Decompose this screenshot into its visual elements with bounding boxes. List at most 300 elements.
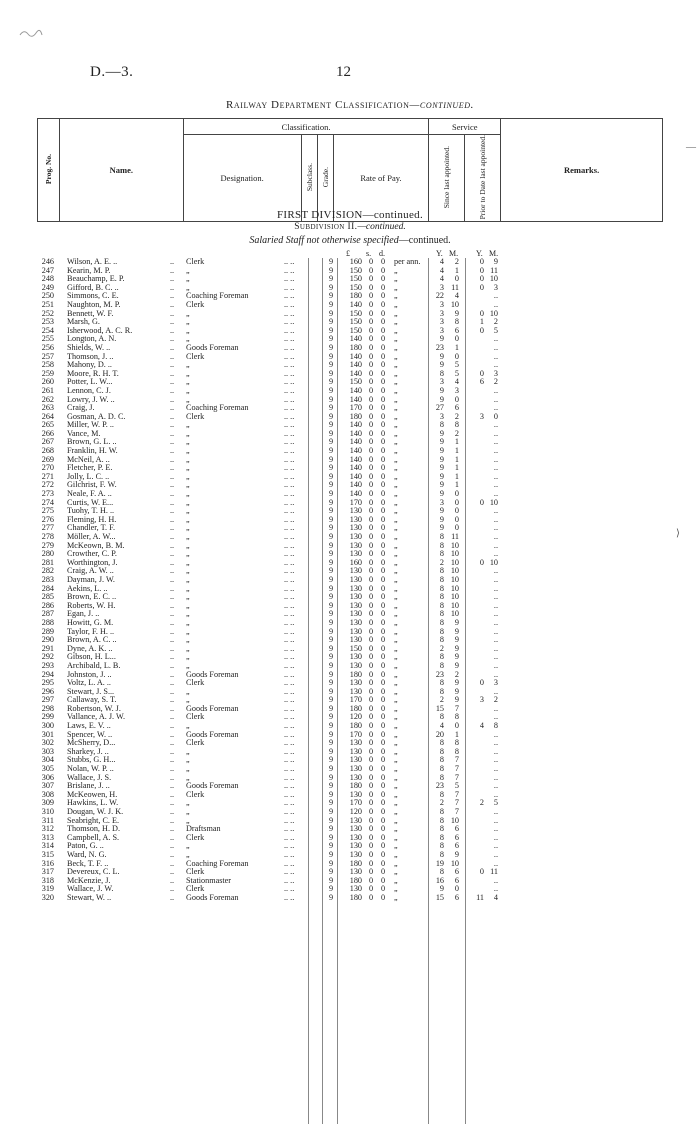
prog-no-cell: 313 [41,832,54,842]
name-cell: Brislane, J. .. [67,781,110,791]
designation-cell: Goods Foreman [186,342,239,352]
leader-dots: .. [170,437,175,447]
name-cell: Fletcher, P. E. [67,463,113,473]
pay-pence-cell: 0 [380,557,386,567]
pay-shillings-cell: 0 [368,274,374,284]
since-years-cell: 3 [439,411,444,421]
leader-dots: .. [170,626,175,636]
staff-label: Salaried Staff not otherwise specified [249,235,399,246]
since-years-cell: 8 [439,652,444,662]
prior-months-cell: .. [493,351,498,361]
leader-dots: .. [170,480,175,490]
rate-of-pay-header: Rate of Pay. [333,135,429,222]
since-months-cell: 9 [454,308,459,318]
pay-pounds-cell: 130 [349,686,362,696]
name-cell: McKeowen, H. [67,789,118,799]
pay-period-cell: „ [394,669,398,679]
designation-cell: „ [186,334,190,344]
pay-pounds-cell: 150 [349,377,362,387]
leader-dots: .. [170,807,175,816]
leader-dots: .. [170,471,175,481]
prog-no-cell: 278 [41,532,54,541]
grade-cell: 9 [328,385,334,395]
leader-dots: .. .. [284,746,295,756]
pay-pounds-cell: 130 [349,772,362,782]
prog-no-cell: 300 [41,721,54,731]
pay-period-cell: „ [394,403,398,413]
prog-no-cell: 254 [41,325,54,335]
name-cell: Hawkins, L. W. [67,798,119,808]
leader-dots: .. [170,566,175,576]
pay-pounds-cell: 130 [349,592,362,602]
pay-shillings-cell: 0 [368,669,374,679]
pay-pence-cell: 0 [380,738,386,748]
name-cell: Isherwood, A. C. R. [67,325,133,335]
designation-cell: „ [186,764,190,774]
unit-years-since: Y. [436,249,443,258]
prog-no-cell: 308 [41,789,54,799]
grade-cell: 9 [328,695,334,705]
pay-period-cell: „ [394,506,398,516]
pay-pounds-cell: 180 [349,291,362,301]
grade-cell: 9 [328,789,334,799]
since-months-cell: 4 [454,291,459,301]
name-cell: Brown, G. L. .. [67,437,117,447]
name-cell: Craig, A. W. .. [67,566,114,576]
name-cell: Longton, A. N. [67,334,117,344]
pay-pounds-cell: 180 [349,411,362,421]
since-years-cell: 2 [439,643,444,653]
pay-shillings-cell: 0 [368,342,374,352]
grade-cell: 9 [328,549,334,559]
leader-dots: .. [170,446,175,456]
since-months-cell: 7 [454,789,459,799]
pay-period-cell: „ [394,334,398,344]
prior-years-cell: 0 [479,265,484,275]
pay-pounds-cell: 180 [349,781,362,791]
leader-dots: .. [170,403,175,413]
since-years-cell: 8 [439,686,444,696]
leader-dots: .. .. [284,257,295,266]
prior-months-cell: .. [493,669,498,679]
leader-dots: .. .. [284,824,295,834]
designation-cell: „ [186,772,190,782]
grade-cell: 9 [328,265,334,275]
grade-cell: 9 [328,368,334,378]
pay-pounds-cell: 140 [349,334,362,344]
leader-dots: .. .. [284,325,295,335]
designation-cell: „ [186,635,190,645]
pay-period-cell: „ [394,652,398,662]
since-months-cell: 8 [454,738,459,748]
prog-no-cell: 299 [41,712,54,722]
since-years-cell: 8 [439,678,444,688]
prior-months-cell: .. [493,746,498,756]
prog-no-cell: 281 [41,557,54,567]
leader-dots: .. [170,282,175,292]
prior-months-cell: .. [493,523,498,533]
leader-dots: .. .. [284,738,295,748]
since-months-cell: 8 [454,712,459,722]
prog-no-cell: 314 [41,841,54,851]
prog-no-cell: 320 [41,892,54,902]
prior-months-cell: 2 [493,695,498,705]
prog-no-cell: 301 [41,729,54,739]
since-months-cell: 8 [454,420,459,430]
since-months-cell: 0 [454,351,459,361]
since-years-cell: 8 [439,807,444,816]
pay-pounds-cell: 130 [349,841,362,851]
pay-pence-cell: 0 [380,437,386,447]
unit-shillings: s. [366,249,372,258]
prog-no-cell: 252 [41,308,54,318]
grade-cell: 9 [328,325,334,335]
name-cell: Wallace, J. W. [67,884,114,894]
prior-years-cell: 11 [476,892,484,902]
leader-dots: .. [170,849,175,859]
pay-shillings-cell: 0 [368,523,374,533]
grade-cell: 9 [328,523,334,533]
grade-cell: 9 [328,334,334,344]
pay-shillings-cell: 0 [368,660,374,670]
prior-to-date-header: Prior to Date last appointed. [465,135,501,222]
pay-pounds-cell: 130 [349,660,362,670]
prior-months-cell: .. [493,712,498,722]
pay-pence-cell: 0 [380,849,386,859]
staff-continued: —continued. [398,235,451,246]
pay-pence-cell: 0 [380,523,386,533]
pay-period-cell: „ [394,892,398,902]
since-years-cell: 9 [439,334,444,344]
designation-cell: „ [186,471,190,481]
designation-cell: Clerk [186,678,205,688]
pay-period-cell: „ [394,566,398,576]
pay-period-cell: „ [394,377,398,387]
leader-dots: .. [170,583,175,593]
pay-pence-cell: 0 [380,265,386,275]
leader-dots: .. [170,798,175,808]
since-years-cell: 8 [439,755,444,765]
grade-cell: 9 [328,480,334,490]
prior-months-cell: .. [493,781,498,791]
leader-dots: .. .. [284,282,295,292]
pay-period-cell: „ [394,841,398,851]
pay-pence-cell: 0 [380,626,386,636]
since-years-cell: 8 [439,574,444,584]
pay-shillings-cell: 0 [368,755,374,765]
pay-period-cell: „ [394,798,398,808]
leader-dots: .. .. [284,377,295,387]
prog-no-cell: 304 [41,755,54,765]
designation-cell: Draftsman [186,824,221,834]
leader-dots: .. .. [284,308,295,318]
prog-no-cell: 307 [41,781,54,791]
grade-cell: 9 [328,678,334,688]
prior-months-cell: 3 [493,282,498,292]
designation-cell: „ [186,360,190,370]
grade-cell: 9 [328,317,334,327]
since-months-cell: 10 [450,566,459,576]
designation-cell: Clerk [186,884,205,894]
leader-dots: .. .. [284,497,295,507]
grade-cell: 9 [328,463,334,473]
pay-period-cell: „ [394,849,398,859]
grade-cell: 9 [328,617,334,627]
pay-shillings-cell: 0 [368,695,374,705]
since-years-cell: 3 [439,317,444,327]
leader-dots: .. .. [284,549,295,559]
designation-cell: „ [186,489,190,499]
pay-shillings-cell: 0 [368,308,374,318]
grade-cell: 9 [328,746,334,756]
grade-cell: 9 [328,669,334,679]
prog-no-cell: 305 [41,764,54,774]
pay-pence-cell: 0 [380,746,386,756]
prog-no-cell: 267 [41,437,54,447]
grade-cell: 9 [328,411,334,421]
leader-dots: .. .. [284,291,295,301]
designation-cell: Clerk [186,257,205,266]
prior-months-cell: .. [493,609,498,619]
designation-cell: „ [186,617,190,627]
pay-pence-cell: 0 [380,712,386,722]
leader-dots: .. .. [284,875,295,885]
grade-cell: 9 [328,755,334,765]
prior-months-cell: .. [493,617,498,627]
pay-shillings-cell: 0 [368,454,374,464]
designation-cell: „ [186,506,190,516]
leader-dots: .. [170,342,175,352]
pay-shillings-cell: 0 [368,678,374,688]
leader-dots: .. .. [284,540,295,550]
pay-pence-cell: 0 [380,635,386,645]
name-cell: Lennon, C. J. [67,385,111,395]
name-header: Name. [59,119,183,222]
pay-pounds-cell: 140 [349,385,362,395]
since-years-cell: 3 [439,299,444,309]
since-months-cell: 1 [454,729,459,739]
prior-months-cell: 8 [493,721,498,731]
name-cell: Bennett, W. F. [67,308,114,318]
pay-pence-cell: 0 [380,721,386,731]
pay-shillings-cell: 0 [368,849,374,859]
prior-years-cell: 0 [479,497,484,507]
pay-pence-cell: 0 [380,428,386,438]
since-years-cell: 9 [439,489,444,499]
since-years-cell: 9 [439,506,444,516]
pay-period-cell: „ [394,532,398,541]
name-cell: Aekins, L. .. [67,583,108,593]
grade-cell: 9 [328,884,334,894]
prior-months-cell: .. [493,566,498,576]
since-years-cell: 9 [439,523,444,533]
pay-period-cell: „ [394,789,398,799]
pay-pounds-cell: 140 [349,446,362,456]
leader-dots: .. [170,592,175,602]
name-cell: Naughton, M. P. [67,299,121,309]
pay-shillings-cell: 0 [368,351,374,361]
since-years-cell: 8 [439,841,444,851]
staff-table-body [0,258,700,903]
pay-period-cell: „ [394,807,398,816]
designation-cell: „ [186,317,190,327]
name-cell: Lowry, J. W. .. [67,394,115,404]
name-cell: Egan, J. .. [67,609,100,619]
table-row [0,894,700,903]
pay-pence-cell: 0 [380,643,386,653]
prog-no-cell: 306 [41,772,54,782]
designation-cell: Goods Foreman [186,729,239,739]
prog-no-cell: 256 [41,342,54,352]
designation-cell: „ [186,420,190,430]
pay-period-cell: per ann. [394,257,421,266]
pay-pounds-cell: 140 [349,351,362,361]
leader-dots: .. .. [284,858,295,868]
leader-dots: .. .. [284,798,295,808]
name-cell: Chandler, T. F. [67,523,116,533]
leader-dots: .. .. [284,403,295,413]
leader-dots: .. [170,746,175,756]
pay-shillings-cell: 0 [368,807,374,816]
pay-shillings-cell: 0 [368,703,374,713]
grade-cell: 9 [328,832,334,842]
prior-months-cell: .. [493,815,498,825]
since-months-cell: 7 [454,807,459,816]
prior-months-cell: .. [493,291,498,301]
pay-pounds-cell: 130 [349,566,362,576]
since-months-cell: 0 [454,274,459,284]
leader-dots: .. .. [284,463,295,473]
pay-pence-cell: 0 [380,755,386,765]
leader-dots: .. .. [284,867,295,877]
leader-dots: .. [170,334,175,344]
pay-period-cell: „ [394,592,398,602]
pay-pounds-cell: 170 [349,729,362,739]
prior-months-cell: .. [493,592,498,602]
pay-pounds-cell: 130 [349,532,362,541]
leader-dots: .. [170,351,175,361]
designation-cell: „ [186,265,190,275]
leader-dots: .. [170,686,175,696]
prior-months-cell: 5 [493,325,498,335]
leader-dots: .. [170,892,175,902]
since-months-cell: 0 [454,514,459,524]
since-months-cell: 2 [454,257,459,266]
pay-period-cell: „ [394,420,398,430]
name-cell: Vallance, A. J. W. [67,712,125,722]
pay-period-cell: „ [394,299,398,309]
leader-dots: .. .. [284,360,295,370]
leader-dots: .. .. [284,437,295,447]
designation-cell: Coaching Foreman [186,858,249,868]
pay-shillings-cell: 0 [368,815,374,825]
since-years-cell: 4 [439,257,444,266]
pay-pence-cell: 0 [380,506,386,516]
leader-dots: .. .. [284,420,295,430]
name-cell: Taylor, F. H. .. [67,626,115,636]
leader-dots: .. [170,884,175,894]
prior-months-cell: .. [493,454,498,464]
prog-no-cell: 259 [41,368,54,378]
leader-dots: .. .. [284,489,295,499]
pay-pence-cell: 0 [380,617,386,627]
margin-mark: ⟩ [676,528,680,539]
prog-no-cell: 315 [41,849,54,859]
pay-period-cell: „ [394,489,398,499]
leader-dots: .. [170,875,175,885]
prog-no-cell: 297 [41,695,54,705]
leader-dots: .. .. [284,600,295,610]
pay-shillings-cell: 0 [368,884,374,894]
name-cell: Mahony, D. .. [67,360,112,370]
pay-shillings-cell: 0 [368,446,374,456]
leader-dots: .. [170,652,175,662]
leader-dots: .. [170,841,175,851]
pay-pounds-cell: 130 [349,540,362,550]
name-cell: Brown, E. C. .. [67,592,117,602]
since-years-cell: 2 [439,695,444,705]
pay-pence-cell: 0 [380,446,386,456]
grade-cell: 9 [328,583,334,593]
prog-no-cell: 293 [41,660,54,670]
pay-period-cell: „ [394,308,398,318]
leader-dots: .. .. [284,368,295,378]
since-months-cell: 6 [454,892,459,902]
pay-shillings-cell: 0 [368,299,374,309]
leader-dots: .. .. [284,592,295,602]
pay-shillings-cell: 0 [368,592,374,602]
prog-no-cell: 266 [41,428,54,438]
prog-no-cell: 294 [41,669,54,679]
grade-cell: 9 [328,721,334,731]
name-cell: Devereux, C. L. [67,867,120,877]
leader-dots: .. .. [284,660,295,670]
designation-cell: „ [186,557,190,567]
grade-cell: 9 [328,652,334,662]
name-cell: Wallace, J. S. [67,772,112,782]
leader-dots: .. .. [284,841,295,851]
pay-shillings-cell: 0 [368,652,374,662]
prior-months-cell: .. [493,532,498,541]
grade-cell: 9 [328,824,334,834]
name-cell: Kearin, M. P. [67,265,111,275]
prog-no-cell: 269 [41,454,54,464]
since-years-cell: 2 [439,798,444,808]
designation-cell: „ [186,497,190,507]
pay-pounds-cell: 130 [349,832,362,842]
leader-dots: .. .. [284,480,295,490]
prior-years-cell: 0 [479,257,484,266]
since-years-cell: 8 [439,772,444,782]
prior-months-cell: .. [493,832,498,842]
since-years-cell: 8 [439,532,444,541]
grade-cell: 9 [328,815,334,825]
leader-dots: .. [170,506,175,516]
pay-pence-cell: 0 [380,875,386,885]
since-years-cell: 8 [439,566,444,576]
since-months-cell: 6 [454,832,459,842]
prior-years-cell: 6 [479,377,484,387]
since-months-cell: 7 [454,703,459,713]
pay-shillings-cell: 0 [368,867,374,877]
subdivision-heading [0,222,700,232]
since-years-cell: 9 [439,514,444,524]
pay-pence-cell: 0 [380,652,386,662]
pay-pounds-cell: 130 [349,583,362,593]
pay-pence-cell: 0 [380,781,386,791]
since-months-cell: 10 [450,557,459,567]
since-years-cell: 16 [435,875,444,885]
